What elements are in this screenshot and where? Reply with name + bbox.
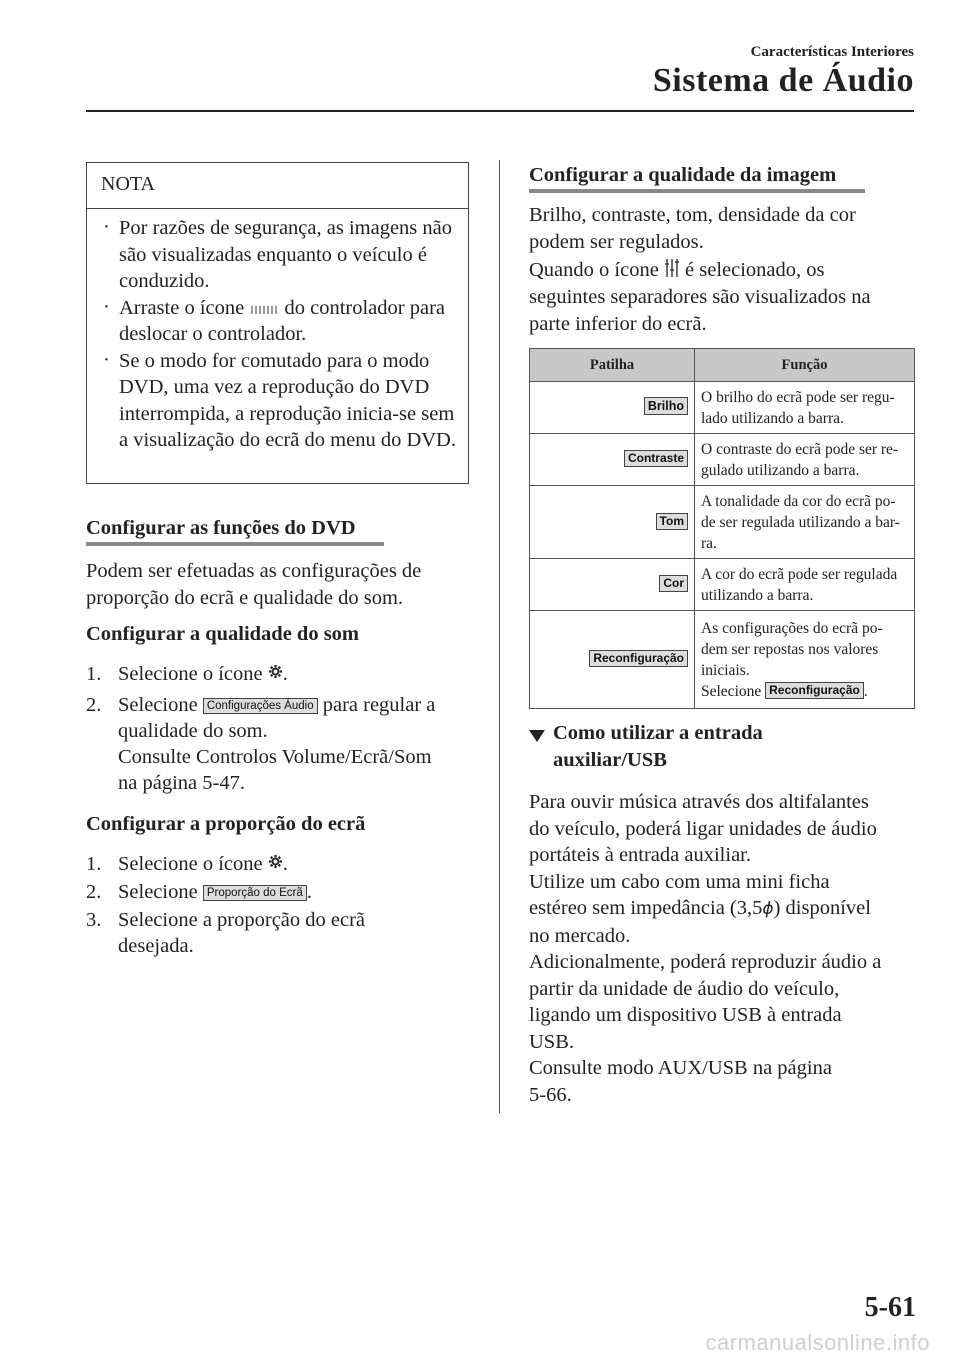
color-tab-button[interactable]: Cor <box>659 575 688 592</box>
table-row <box>530 434 915 486</box>
col-header-function: Função <box>695 349 915 382</box>
page-number: 5-61 <box>864 1292 916 1323</box>
function-cell: O contraste do ecrã pode ser re-gulado utilizando a barra. <box>695 434 915 486</box>
note-title: NOTA <box>101 173 155 195</box>
reset-button[interactable]: Reconfiguração <box>765 682 864 699</box>
note-divider <box>87 208 468 209</box>
sound-heading: Configurar a qualidade do som <box>86 623 360 645</box>
aspect-ratio-button[interactable]: Proporção do Ecrã <box>203 885 307 901</box>
note-item-text: Se o modo for comutado para o modo DVD, uma vez a reprodução do DVD interrompida, a reprodução inicia-se sem a visualização do ecrã do menu do DVD. <box>119 349 456 451</box>
brightness-tab-button[interactable]: Brilho <box>644 397 688 415</box>
image-line-1: Brilho, contraste, tom, densidade da cor <box>529 204 856 226</box>
dvd-intro: Podem ser efetuadas as configurações de proporção do ecrã e qualidade do som. <box>86 560 422 609</box>
note-item: · Arraste o ícone do controlador para deslocar o controlador. <box>103 295 446 345</box>
table-header-row <box>530 349 915 382</box>
note-list <box>101 215 461 454</box>
sound-step-2-cont: qualidade do som. <box>118 720 268 742</box>
heading-text: Configurar as funções do DVD <box>86 517 356 539</box>
table-row <box>530 611 915 709</box>
sound-step-2-page: na página 5-47. <box>118 772 245 794</box>
section-title: Sistema de Áudio <box>652 62 914 99</box>
gear-icon <box>268 854 283 869</box>
image-line-5: parte inferior do ecrã. <box>529 313 707 335</box>
note-item-text: Por razões de segurança, as imagens não são visualizadas enquanto o veículo é conduzido. <box>119 217 452 292</box>
function-cell: A cor do ecrã pode ser regulada utilizando a barra. <box>695 559 915 611</box>
drag-handle-icon <box>249 305 279 315</box>
image-section-heading <box>529 164 836 187</box>
dvd-section-heading <box>86 517 356 540</box>
aspect-step-3-cont: desejada. <box>118 935 194 957</box>
picture-settings-table <box>529 348 915 709</box>
function-cell: As configurações do ecrã po-dem ser repostas nos valores iniciais. Selecione Reconfiguração . <box>695 611 915 709</box>
triangle-marker-icon <box>529 730 545 742</box>
sound-step-2-ref: Consulte Controlos Volume/Ecrã/Som <box>118 746 432 768</box>
heading-underline <box>529 189 865 193</box>
gear-icon <box>268 664 283 679</box>
heading-underline <box>86 542 384 546</box>
note-item: · Por razões de segurança, as imagens não são visualizadas enquanto o veículo é conduzido. <box>103 216 452 292</box>
reset-tab-button[interactable]: Reconfiguração <box>589 650 688 667</box>
image-line-4: seguintes separadores são visualizados na <box>529 286 871 308</box>
chapter-label: Características Interiores <box>750 44 914 60</box>
note-item-text: Arraste o ícone <box>119 296 245 319</box>
table-row <box>530 382 915 434</box>
audio-settings-button[interactable]: Configurações Áudio <box>203 698 318 714</box>
note-box <box>86 162 469 484</box>
image-line-2: podem ser regulados. <box>529 231 704 253</box>
column-divider <box>499 160 500 1113</box>
sliders-icon <box>664 258 680 278</box>
image-line-3: Quando o ícone é selecionado, os <box>529 259 825 281</box>
function-cell: O brilho do ecrã pode ser regu-lado utilizando a barra. <box>695 382 915 434</box>
header-rule <box>86 110 914 112</box>
tone-tab-button[interactable]: Tom <box>656 513 688 530</box>
phi-symbol: ϕ <box>762 899 774 919</box>
contrast-tab-button[interactable]: Contraste <box>624 450 688 467</box>
aspect-heading: Configurar a proporção do ecrã <box>86 813 366 835</box>
table-row <box>530 559 915 611</box>
function-cell: A tonalidade da cor do ecrã po-de ser regulada utilizando a bar-ra. <box>695 486 915 559</box>
note-item: · Se o modo for comutado para o modo DVD, uma vez a reprodução do DVD interrompida, a reprodução inicia-se sem a visualização do ecrã do menu do DVD. <box>103 348 456 451</box>
heading-text: Configurar a qualidade da imagem <box>529 164 837 186</box>
note-item-text: do controlador para deslocar o controlador. <box>119 296 446 345</box>
watermark: carmanualsonline.info <box>705 1330 930 1355</box>
col-header-tab: Patilha <box>530 349 695 382</box>
aux-body: Para ouvir música através dos altifalantes do veículo, poderá ligar unidades de áudio portáteis à entrada auxiliar. Utilize um cabo com uma mini ficha estéreo sem impedância (3,5ϕ) disponível no mercado. Adicionalmente, poderá reproduzir áudio a partir da unidade de áudio do veículo, ligando um dispositivo USB à entrada USB. Consulte modo AUX/USB na página 5-66. <box>529 791 882 1106</box>
table-row <box>530 486 915 559</box>
